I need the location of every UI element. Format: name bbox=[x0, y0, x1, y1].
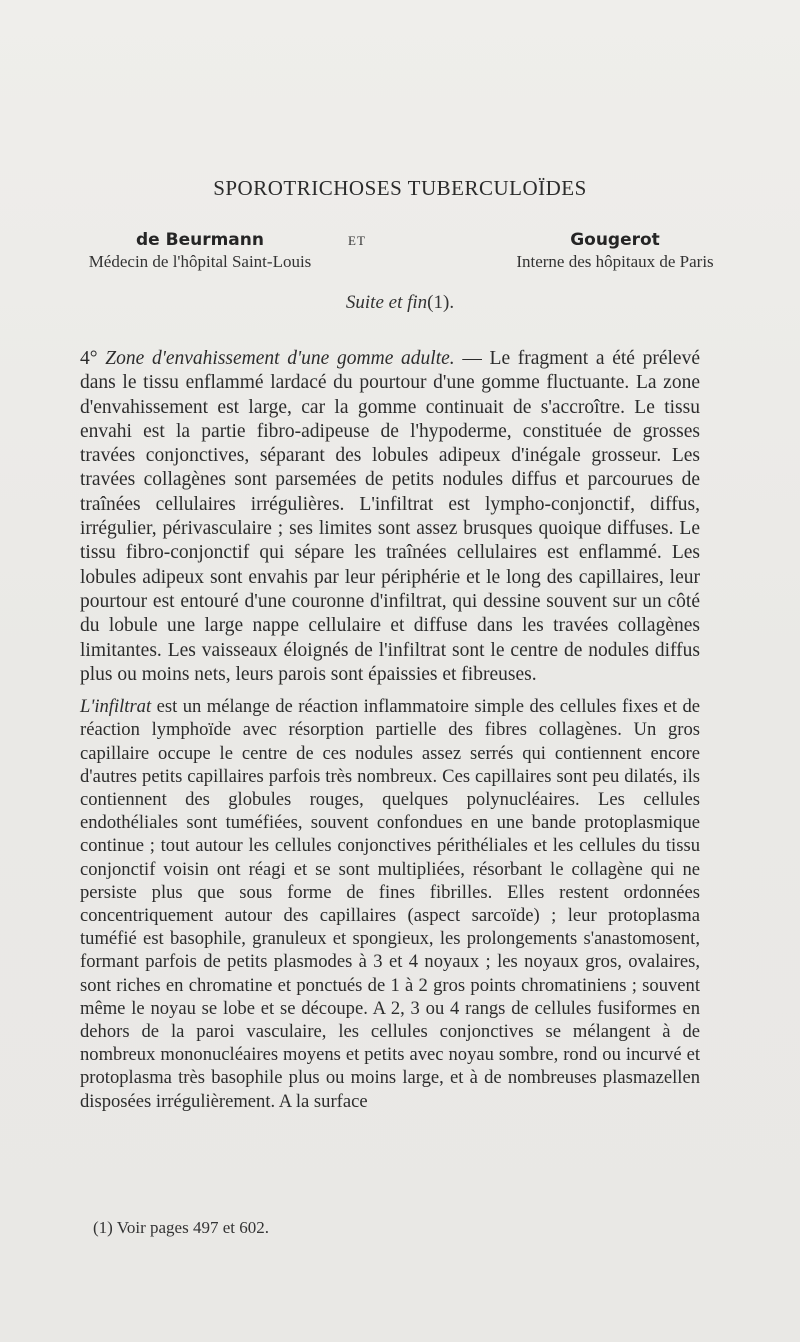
author-name: Gougerot bbox=[570, 230, 660, 250]
section-number: 4° bbox=[80, 348, 106, 369]
article-body bbox=[80, 347, 700, 1113]
suite-et-fin bbox=[0, 292, 800, 314]
paragraph-lead: L'infiltrat bbox=[80, 696, 152, 718]
footnote-reference: (1). bbox=[427, 292, 455, 313]
author-gougerot bbox=[480, 230, 750, 272]
author-conjunction: ET bbox=[348, 233, 366, 248]
author-name: de Beurmann bbox=[136, 230, 264, 250]
footnote: (1) Voir pages 497 et 602. bbox=[93, 1218, 269, 1237]
author-role: Médecin de l'hôpital Saint-Louis bbox=[88, 252, 312, 271]
author-role: Interne des hôpitaux de Paris bbox=[516, 252, 714, 271]
author-beurmann bbox=[80, 230, 320, 272]
paragraph-text: — Le fragment a été prélevé dans le tissu enflammé lardacé du pourtour d'une gomme fluctuante. La zone d'envahissement est large, car la gomme continuait de s'accroître. Le tissu envahi est la partie fibro-adipeuse de l'hypoderme, constituée de grosses travées conjonctives, séparant des lobules adipeux d'inégale grosseur. Les travées collagènes sont parsemées de petits nodules diffus et parcourues de traînées cellulaires irrégulières. L'infiltrat est lympho-conjonctif, diffus, irrégulier, périvasculaire ; ses limites sont assez brusques quoique diffuses. Le tissu fibro-conjonctif qui sépare les traînées cellulaires est enflammé. Les lobules adipeux sont envahis par leur périphérie et le long des capillaires, leur pourtour est entouré d'une couronne d'infiltrat, qui dessine souvent sur un côté du lobule une large nappe cellulaire et diffuse dans les travées collagènes limitantes. Les vaisseaux éloignés de l'infiltrat sont le centre de nodules diffus plus ou moins nets, leurs parois sont épaissies et fibreuses. bbox=[80, 348, 700, 685]
paragraph-text: est un mélange de réaction inflammatoire simple des cellules fixes et de réaction lymphoïde avec résorption partielle des fibres collagènes. Un gros capillaire occupe le centre de ces nodules assez serrés qui contiennent encore d'autres petits capillaires parfois très nombreux. Ces capillaires sont peu dilatés, ils contiennent des globules rouges, quelques polynucléaires. Les cellules endothéliales sont tuméfiées, souvent confondues en une bande protoplasmique continue ; tout autour les cellules conjonctives périthéliales et les cellules du tissu conjonctif voisin ont réagi et se sont multipliées, résorbant le collagène qui ne persiste plus que sous forme de fines fibrilles. Elles restent ordonnées concentriquement autour des capillaires (aspect sarcoïde) ; leur protoplasma tuméfié est basophile, granuleux et spongieux, les prolongements s'anastomosent, formant parfois de petits plasmodes à 3 et 4 noyaux ; les noyaux gros, ovalaires, sont riches en chromatine et ponctués de 1 à 2 gros points chromatiniens ; souvent même le noyau se lobe et se découpe. A 2, 3 ou 4 rangs de cellules fusiformes en dehors de la paroi vasculaire, les cellules conjonctives se mélangent à de nombreux mononucléaires moyens et petits avec noyau sombre, rond ou incurvé et protoplasma très basophile plus ou moins large, et à de nombreuses plasmazellen disposées irrégulièrement. A la surface bbox=[80, 696, 700, 1112]
article-title: SPOROTRICHOSES TUBERCULOÏDES bbox=[213, 176, 587, 200]
paragraph-infiltrat bbox=[80, 695, 700, 1113]
paragraph-zone-envahissement bbox=[80, 347, 700, 687]
suite-text: Suite et fin bbox=[345, 292, 428, 313]
section-heading: Zone d'envahissement d'une gomme adulte. bbox=[105, 348, 455, 369]
authors-block bbox=[80, 230, 720, 280]
